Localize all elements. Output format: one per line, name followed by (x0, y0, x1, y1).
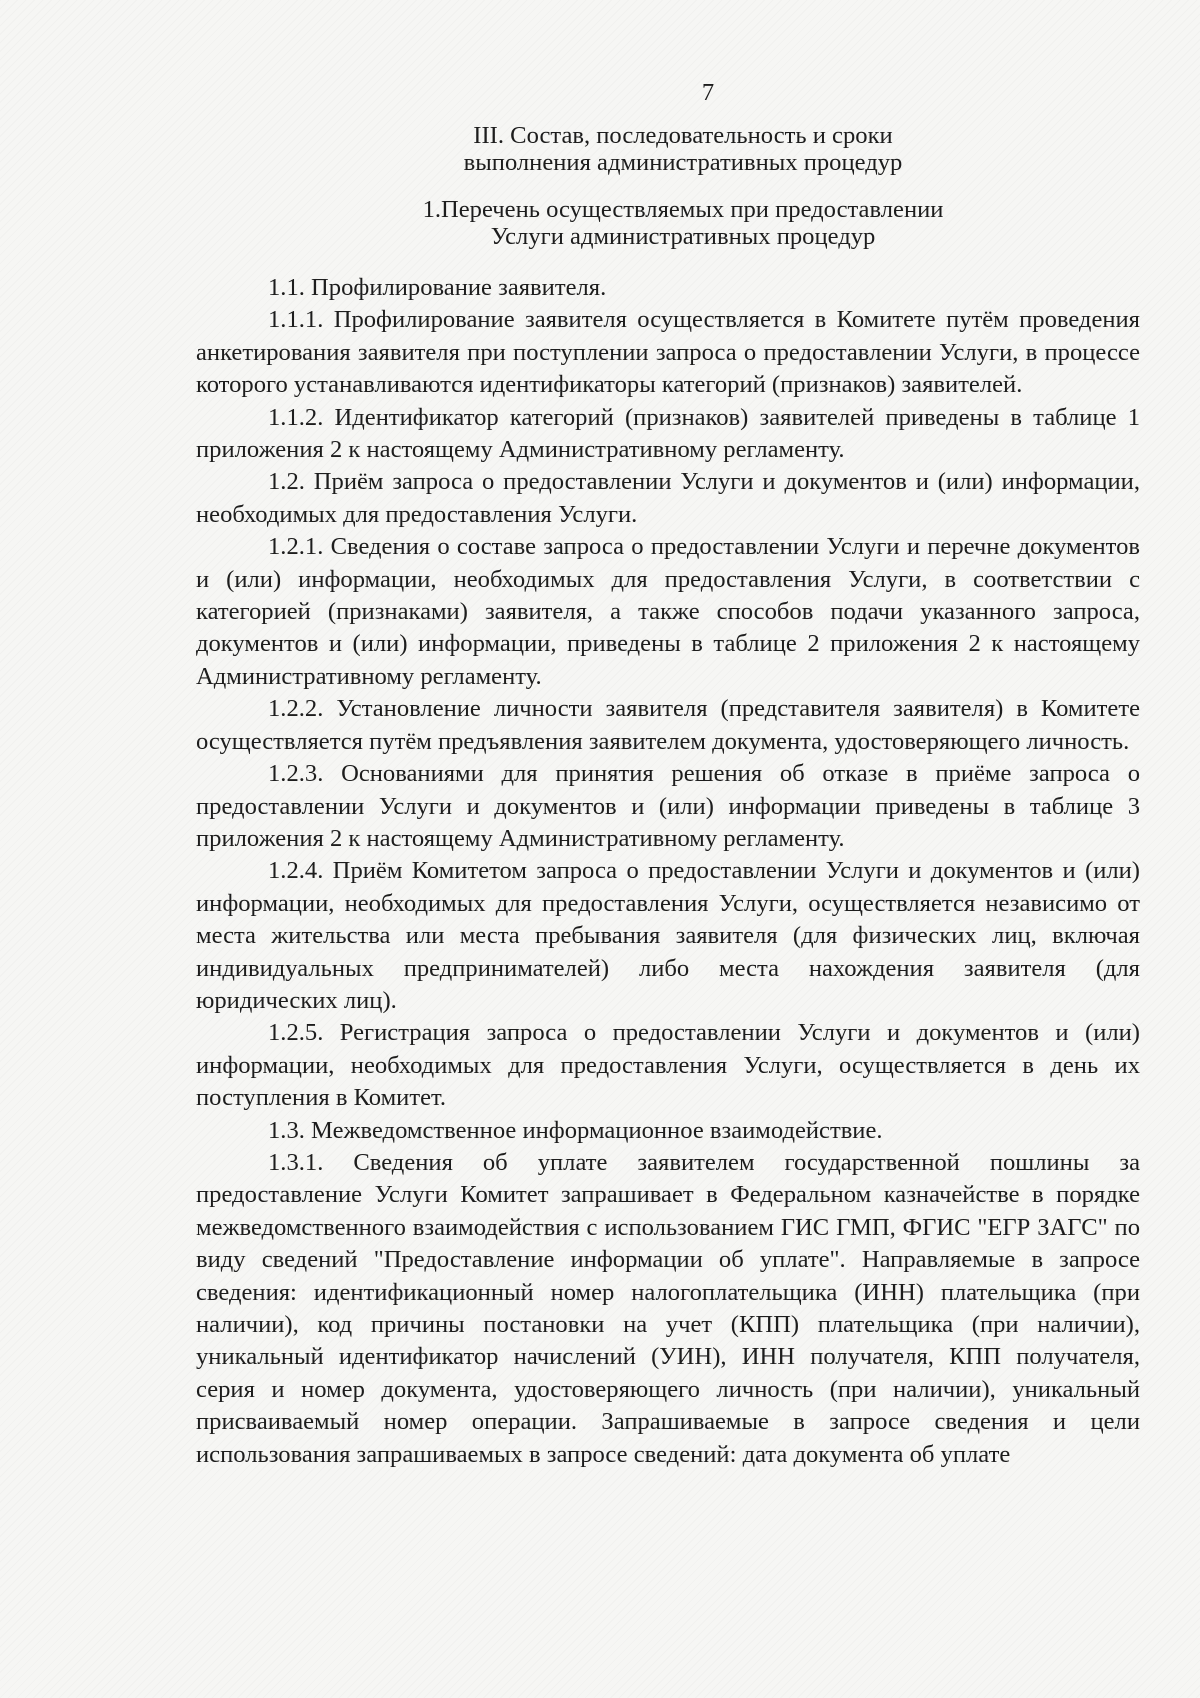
paragraph-1-2-2: 1.2.2. Установление личности заявителя (представителя заявителя) в Комитете осуществляется путём предъявления заявителем документа, удостоверяющего личность. (196, 695, 1140, 755)
paragraph-1-2-3: 1.2.3. Основаниями для принятия решения об отказе в приёме запроса о предоставлении Услуги и документов и (или) информации приведены в таблице 3 приложения 2 к настоящему Административному регламенту. (196, 760, 1140, 852)
paragraph-1-3-1: 1.3.1. Сведения об уплате заявителем государственной пошлины за предоставление Услуги Комитет запрашивает в Федеральном казначействе в порядке межведомственного взаимодействия с использованием ГИС ГМП, ФГИС "ЕГР ЗАГС" по виду сведений "Предоставление информации об уплате". Направляемые в запросе сведения: идентификационный номер налогоплательщика (ИНН) плательщика (при наличии), код причины постановки на учет (КПП) плательщика (при наличии), уникальный идентификатор начислений (УИН), ИНН получателя, КПП получателя, серия и номер документа, удостоверяющего личность (при наличии), уникальный присваиваемый номер операции. Запрашиваемые в запросе сведения и цели использования запрашиваемых в запросе сведений: дата документа об уплате (196, 1148, 1140, 1468)
paragraph-1-2-4: 1.2.4. Приём Комитетом запроса о предоставлении Услуги и документов и (или) информации, необходимых для предоставления Услуги, осуществляется независимо от места жительства или места пребывания заявителя (для физических лиц, включая индивидуальных предпринимателей) либо места нахождения заявителя (для юридических лиц). (196, 857, 1140, 1014)
document-body (196, 78, 1140, 1471)
paragraph-1-1-1: 1.1.1. Профилирование заявителя осуществляется в Комитете путём проведения анкетирования заявителя при поступлении запроса о предоставлении Услуги, в процессе которого устанавливаются идентификаторы категорий (признаков) заявителей. (196, 306, 1140, 399)
paragraph-1-1: 1.1. Профилирование заявителя. (268, 274, 607, 301)
paragraph-1-3: 1.3. Межведомственное информационное взаимодействие. (268, 1116, 883, 1144)
paragraph-1-1-2: 1.1.2. Идентификатор категорий (признаков) заявителей приведены в таблице 1 приложения 2 к настоящему Административному регламенту. (196, 403, 1140, 464)
paragraph-1-2: 1.2. Приём запроса о предоставлении Услуги и документов и (или) информации, необходимых для предоставления Услуги. (196, 468, 1140, 528)
paragraph-1-2-5: 1.2.5. Регистрация запроса о предоставлении Услуги и документов и (или) информации, необходимых для предоставления Услуги, осуществляется в день их поступления в Комитет. (196, 1019, 1140, 1112)
section-heading-line-1: III. Состав, последовательность и сроки (473, 122, 893, 149)
sub-heading (196, 196, 1140, 250)
section-heading (196, 122, 1140, 176)
section-heading-line-2: выполнения административных процедур (463, 149, 903, 176)
sub-heading-line-2: Услуги административных процедур (490, 223, 876, 250)
paragraph-1-2-1: 1.2.1. Сведения о составе запроса о предоставлении Услуги и перечне документов и (или) информации, необходимых для предоставления Услуги, в соответствии с категорией (признаками) заявителя, а также способов подачи указанного запроса, документов и (или) информации, приведены в таблице 2 приложения 2 к настоящему Административному регламенту. (196, 533, 1140, 690)
page-number: 7 (701, 79, 715, 106)
sub-heading-line-1: 1.Перечень осуществляемых при предоставлении (422, 196, 944, 223)
